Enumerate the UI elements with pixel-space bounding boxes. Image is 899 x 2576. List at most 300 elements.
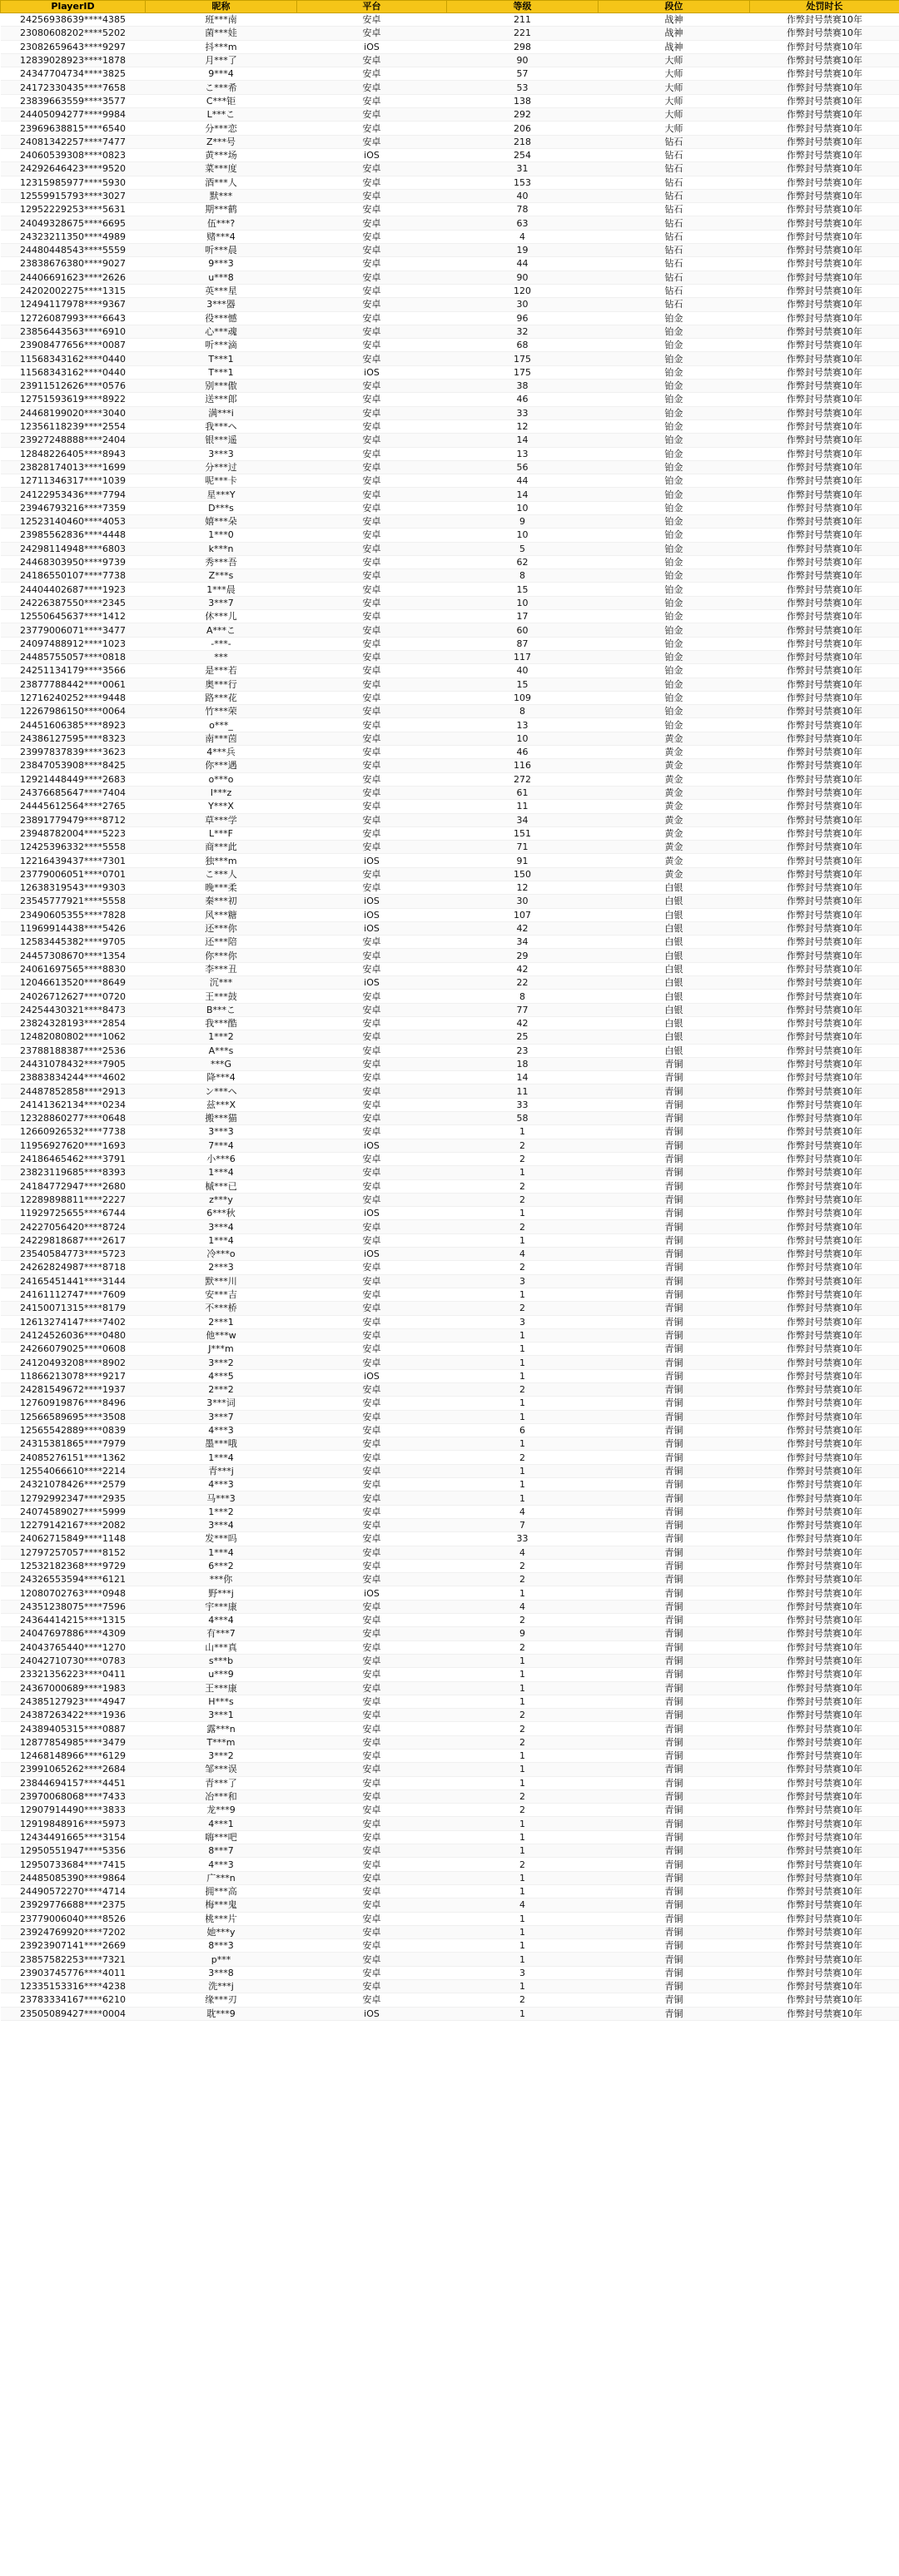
cell-level: 4 <box>447 1898 599 1912</box>
cell-platform: 安卓 <box>297 108 447 122</box>
cell-rank: 青铜 <box>599 1980 750 1993</box>
cell-player-id: 12797257057****8152 <box>1 1546 146 1559</box>
cell-nickname: 1***4 <box>146 1166 297 1179</box>
cell-penalty: 作弊封号禁赛10年 <box>750 542 899 555</box>
cell-nickname: 7***4 <box>146 1139 297 1152</box>
cell-penalty: 作弊封号禁赛10年 <box>750 365 899 379</box>
cell-level: 2 <box>447 1261 599 1274</box>
cell-player-id: 24266079025****0608 <box>1 1343 146 1356</box>
cell-nickname: 赌***4 <box>146 230 297 243</box>
cell-nickname: 酒***人 <box>146 176 297 189</box>
cell-rank: 黄金 <box>599 826 750 840</box>
cell-nickname: 墨***哦 <box>146 1437 297 1451</box>
cell-platform: 安卓 <box>297 705 447 718</box>
table-row <box>1 460 899 474</box>
cell-player-id: 24049328675****6695 <box>1 216 146 230</box>
cell-player-id: 23779006051****0701 <box>1 867 146 881</box>
cell-level: 46 <box>447 746 599 759</box>
cell-player-id: 23924769920****7202 <box>1 1925 146 1938</box>
cell-level: 117 <box>447 650 599 663</box>
cell-nickname: 冶***和 <box>146 1789 297 1803</box>
cell-rank: 青铜 <box>599 1518 750 1531</box>
cell-penalty: 作弊封号禁赛10年 <box>750 705 899 718</box>
cell-platform: 安卓 <box>297 1016 447 1030</box>
cell-player-id: 12550645637****1412 <box>1 610 146 623</box>
cell-rank: 青铜 <box>599 1505 750 1518</box>
cell-platform: 安卓 <box>297 1912 447 1925</box>
cell-penalty: 作弊封号禁赛10年 <box>750 1709 899 1722</box>
cell-penalty: 作弊封号禁赛10年 <box>750 1193 899 1206</box>
cell-rank: 青铜 <box>599 1207 750 1220</box>
cell-player-id: 23911512626****0576 <box>1 380 146 393</box>
cell-level: 2 <box>447 1451 599 1464</box>
cell-player-id: 23891779479****8712 <box>1 813 146 826</box>
cell-rank: 青铜 <box>599 1627 750 1640</box>
cell-nickname: 耽***9 <box>146 2007 297 2020</box>
table-row <box>1 1884 899 1898</box>
cell-penalty: 作弊封号禁赛10年 <box>750 1939 899 1953</box>
cell-platform: 安卓 <box>297 1681 447 1695</box>
cell-level: 1 <box>447 1844 599 1858</box>
cell-level: 2 <box>447 1735 599 1749</box>
cell-penalty: 作弊封号禁赛10年 <box>750 867 899 881</box>
cell-level: 153 <box>447 176 599 189</box>
cell-penalty: 作弊封号禁赛10年 <box>750 216 899 230</box>
cell-penalty: 作弊封号禁赛10年 <box>750 514 899 528</box>
cell-platform: 安卓 <box>297 1709 447 1722</box>
cell-level: 2 <box>447 1789 599 1803</box>
cell-platform: 安卓 <box>297 1789 447 1803</box>
cell-nickname: 广***n <box>146 1871 297 1884</box>
table-row <box>1 27 899 40</box>
cell-penalty: 作弊封号禁赛10年 <box>750 1139 899 1152</box>
cell-penalty: 作弊封号禁赛10年 <box>750 1532 899 1546</box>
cell-penalty: 作弊封号禁赛10年 <box>750 732 899 745</box>
cell-nickname: 梅***鬼 <box>146 1898 297 1912</box>
cell-rank: 青铜 <box>599 1844 750 1858</box>
cell-level: 17 <box>447 610 599 623</box>
cell-nickname: 月***了 <box>146 53 297 67</box>
cell-rank: 白银 <box>599 976 750 990</box>
cell-nickname: 路***花 <box>146 691 297 704</box>
cell-player-id: 12839028923****1878 <box>1 53 146 67</box>
cell-penalty: 作弊封号禁赛10年 <box>750 1750 899 1763</box>
cell-player-id: 24376685647****7404 <box>1 786 146 799</box>
cell-nickname: 发***吗 <box>146 1532 297 1546</box>
table-row <box>1 393 899 406</box>
table-row <box>1 488 899 501</box>
cell-player-id: 24227056420****8724 <box>1 1220 146 1233</box>
cell-penalty: 作弊封号禁赛10年 <box>750 813 899 826</box>
cell-level: 90 <box>447 271 599 284</box>
cell-rank: 青铜 <box>599 1288 750 1301</box>
table-row <box>1 203 899 216</box>
cell-rank: 大师 <box>599 81 750 94</box>
cell-platform: iOS <box>297 2007 447 2020</box>
cell-platform: 安卓 <box>297 583 447 596</box>
table-row <box>1 380 899 393</box>
cell-nickname: 4***4 <box>146 1614 297 1627</box>
cell-platform: 安卓 <box>297 1627 447 1640</box>
header-platform: 平台 <box>297 1 447 13</box>
cell-penalty: 作弊封号禁赛10年 <box>750 529 899 542</box>
cell-platform: 安卓 <box>297 759 447 772</box>
cell-level: 206 <box>447 122 599 135</box>
cell-level: 12 <box>447 419 599 433</box>
cell-platform: 安卓 <box>297 691 447 704</box>
cell-rank: 青铜 <box>599 1912 750 1925</box>
cell-nickname: 冷***o <box>146 1248 297 1261</box>
cell-platform: 安卓 <box>297 529 447 542</box>
cell-rank: 黄金 <box>599 759 750 772</box>
cell-platform: 安卓 <box>297 311 447 325</box>
table-row <box>1 1437 899 1451</box>
cell-penalty: 作弊封号禁赛10年 <box>750 1152 899 1165</box>
cell-player-id: 12716240252****9448 <box>1 691 146 704</box>
cell-platform: 安卓 <box>297 1356 447 1369</box>
cell-player-id: 23857582253****7321 <box>1 1953 146 1966</box>
cell-player-id: 12919848916****5973 <box>1 1817 146 1830</box>
cell-platform: iOS <box>297 1207 447 1220</box>
cell-penalty: 作弊封号禁赛10年 <box>750 501 899 514</box>
header-rank: 段位 <box>599 1 750 13</box>
cell-nickname: A***こ <box>146 623 297 637</box>
table-row <box>1 447 899 460</box>
cell-nickname: Y***X <box>146 800 297 813</box>
cell-nickname: 9***4 <box>146 67 297 81</box>
cell-platform: 安卓 <box>297 176 447 189</box>
table-row <box>1 108 899 122</box>
table-row <box>1 786 899 799</box>
cell-platform: 安卓 <box>297 555 447 568</box>
cell-nickname: o***_ <box>146 718 297 732</box>
cell-platform: iOS <box>297 854 447 867</box>
cell-rank: 铂金 <box>599 406 750 419</box>
cell-nickname: こ***希 <box>146 81 297 94</box>
table-row <box>1 1844 899 1858</box>
cell-player-id: 24321078426****2579 <box>1 1478 146 1491</box>
cell-penalty: 作弊封号禁赛10年 <box>750 1817 899 1830</box>
table-row <box>1 1953 899 1966</box>
table-row <box>1 1315 899 1328</box>
cell-player-id: 24172330435****7658 <box>1 81 146 94</box>
cell-player-id: 24074589027****5999 <box>1 1505 146 1518</box>
cell-rank: 青铜 <box>599 1166 750 1179</box>
cell-level: 1 <box>447 1356 599 1369</box>
cell-level: 254 <box>447 148 599 161</box>
table-row <box>1 1830 899 1844</box>
table-row <box>1 176 899 189</box>
cell-player-id: 23991065262****2684 <box>1 1763 146 1776</box>
cell-nickname: 役***憾 <box>146 311 297 325</box>
table-row <box>1 596 899 609</box>
cell-nickname: 不***桥 <box>146 1302 297 1315</box>
table-row <box>1 1614 899 1627</box>
cell-player-id: 23080608202****5202 <box>1 27 146 40</box>
cell-nickname: 伍***? <box>146 216 297 230</box>
cell-penalty: 作弊封号禁赛10年 <box>750 352 899 365</box>
cell-rank: 青铜 <box>599 1763 750 1776</box>
cell-nickname: 1***4 <box>146 1546 297 1559</box>
cell-level: 33 <box>447 1532 599 1546</box>
table-row <box>1 1410 899 1423</box>
cell-level: 91 <box>447 854 599 867</box>
cell-penalty: 作弊封号禁赛10年 <box>750 1491 899 1505</box>
cell-level: 77 <box>447 1003 599 1016</box>
cell-level: 2 <box>447 1139 599 1152</box>
cell-nickname: 听***滴 <box>146 339 297 352</box>
cell-level: 1 <box>447 1817 599 1830</box>
cell-platform: 安卓 <box>297 1112 447 1125</box>
cell-penalty: 作弊封号禁赛10年 <box>750 1356 899 1369</box>
cell-rank: 铂金 <box>599 555 750 568</box>
cell-nickname: ***你 <box>146 1573 297 1586</box>
cell-level: 2 <box>447 1559 599 1572</box>
cell-rank: 青铜 <box>599 1789 750 1803</box>
header-player-id: PlayerID <box>1 1 146 13</box>
cell-penalty: 作弊封号禁赛10年 <box>750 298 899 311</box>
cell-rank: 钻石 <box>599 135 750 148</box>
cell-platform: iOS <box>297 40 447 53</box>
cell-nickname: こ***人 <box>146 867 297 881</box>
cell-penalty: 作弊封号禁赛10年 <box>750 393 899 406</box>
table-row <box>1 1343 899 1356</box>
cell-penalty: 作弊封号禁赛10年 <box>750 1233 899 1247</box>
cell-nickname: 邹***误 <box>146 1763 297 1776</box>
table-row <box>1 1451 899 1464</box>
table-row <box>1 664 899 678</box>
cell-penalty: 作弊封号禁赛10年 <box>750 786 899 799</box>
table-row <box>1 1356 899 1369</box>
cell-platform: 安卓 <box>297 936 447 949</box>
cell-level: 218 <box>447 135 599 148</box>
cell-player-id: 24468303950****9739 <box>1 555 146 568</box>
cell-platform: 安卓 <box>297 732 447 745</box>
cell-level: 6 <box>447 1423 599 1437</box>
cell-platform: 安卓 <box>297 447 447 460</box>
cell-player-id: 24389405315****0887 <box>1 1722 146 1735</box>
cell-platform: 安卓 <box>297 1315 447 1328</box>
cell-nickname: 8***3 <box>146 1939 297 1953</box>
cell-penalty: 作弊封号禁赛10年 <box>750 1654 899 1667</box>
cell-player-id: 23779006071****3477 <box>1 623 146 637</box>
cell-platform: 安卓 <box>297 1179 447 1193</box>
cell-player-id: 12565542889****0839 <box>1 1423 146 1437</box>
cell-level: 10 <box>447 596 599 609</box>
cell-player-id: 12950733684****7415 <box>1 1858 146 1871</box>
header-level: 等级 <box>447 1 599 13</box>
cell-player-id: 12760919876****8496 <box>1 1397 146 1410</box>
cell-nickname: 3***8 <box>146 1966 297 1979</box>
cell-level: 3 <box>447 1966 599 1979</box>
cell-nickname: Z***s <box>146 569 297 583</box>
cell-platform: 安卓 <box>297 1397 447 1410</box>
cell-player-id: 23969638815****6540 <box>1 122 146 135</box>
table-row <box>1 1993 899 2007</box>
cell-rank: 青铜 <box>599 1939 750 1953</box>
cell-platform: iOS <box>297 976 447 990</box>
cell-player-id: 23877788442****0061 <box>1 678 146 691</box>
cell-player-id: 24124526036****0480 <box>1 1328 146 1342</box>
cell-penalty: 作弊封号禁赛10年 <box>750 53 899 67</box>
header-nickname: 昵称 <box>146 1 297 13</box>
table-row <box>1 1898 899 1912</box>
cell-penalty: 作弊封号禁赛10年 <box>750 1248 899 1261</box>
cell-player-id: 24026712627****0720 <box>1 990 146 1003</box>
cell-penalty: 作弊封号禁赛10年 <box>750 27 899 40</box>
cell-rank: 青铜 <box>599 1817 750 1830</box>
cell-platform: 安卓 <box>297 298 447 311</box>
table-row <box>1 474 899 488</box>
cell-rank: 铂金 <box>599 542 750 555</box>
cell-player-id: 12468148966****6129 <box>1 1750 146 1763</box>
cell-platform: 安卓 <box>297 325 447 338</box>
cell-platform: 安卓 <box>297 1939 447 1953</box>
cell-nickname: 商***此 <box>146 841 297 854</box>
table-row <box>1 800 899 813</box>
table-row <box>1 732 899 745</box>
cell-nickname: 4***5 <box>146 1369 297 1382</box>
cell-player-id: 24120493208****8902 <box>1 1356 146 1369</box>
cell-nickname: 3***7 <box>146 1410 297 1423</box>
cell-nickname: 桃***片 <box>146 1912 297 1925</box>
cell-penalty: 作弊封号禁赛10年 <box>750 759 899 772</box>
cell-platform: 安卓 <box>297 610 447 623</box>
cell-nickname: 我***酷 <box>146 1016 297 1030</box>
cell-level: 1 <box>447 1776 599 1789</box>
cell-penalty: 作弊封号禁赛10年 <box>750 1016 899 1030</box>
table-row <box>1 854 899 867</box>
cell-player-id: 12613274147****7402 <box>1 1315 146 1328</box>
table-row <box>1 1328 899 1342</box>
cell-rank: 青铜 <box>599 1586 750 1600</box>
cell-nickname: 青***j <box>146 1464 297 1477</box>
cell-rank: 铂金 <box>599 460 750 474</box>
cell-level: 1 <box>447 1397 599 1410</box>
cell-nickname: 奥***行 <box>146 678 297 691</box>
cell-rank: 青铜 <box>599 1437 750 1451</box>
cell-level: 42 <box>447 962 599 975</box>
cell-nickname: 晚***柔 <box>146 881 297 895</box>
cell-rank: 铂金 <box>599 678 750 691</box>
cell-player-id: 23838676380****9027 <box>1 257 146 271</box>
cell-player-id: 24165451441****3144 <box>1 1274 146 1288</box>
cell-nickname: 班***南 <box>146 13 297 27</box>
cell-penalty: 作弊封号禁赛10年 <box>750 1071 899 1085</box>
table-row <box>1 1871 899 1884</box>
cell-level: 1 <box>447 1328 599 1342</box>
cell-platform: 安卓 <box>297 800 447 813</box>
cell-player-id: 12356118239****2554 <box>1 419 146 433</box>
cell-nickname: k***n <box>146 542 297 555</box>
cell-platform: 安卓 <box>297 1750 447 1763</box>
cell-rank: 青铜 <box>599 1315 750 1328</box>
table-row <box>1 148 899 161</box>
cell-nickname: 3***3 <box>146 1125 297 1139</box>
cell-rank: 青铜 <box>599 1546 750 1559</box>
table-row <box>1 637 899 650</box>
cell-nickname: 沉*** <box>146 976 297 990</box>
cell-level: 1 <box>447 1830 599 1844</box>
cell-level: 1 <box>447 1681 599 1695</box>
cell-nickname: H***s <box>146 1695 297 1708</box>
cell-rank: 铂金 <box>599 393 750 406</box>
cell-level: 3 <box>447 1315 599 1328</box>
cell-penalty: 作弊封号禁赛10年 <box>750 1382 899 1396</box>
cell-player-id: 24042710730****0783 <box>1 1654 146 1667</box>
cell-nickname: 3***2 <box>146 1356 297 1369</box>
cell-platform: 安卓 <box>297 1302 447 1315</box>
cell-platform: 安卓 <box>297 1614 447 1627</box>
table-row <box>1 434 899 447</box>
cell-level: 30 <box>447 298 599 311</box>
cell-rank: 钻石 <box>599 298 750 311</box>
cell-penalty: 作弊封号禁赛10年 <box>750 419 899 433</box>
cell-rank: 青铜 <box>599 1085 750 1098</box>
cell-platform: 安卓 <box>297 257 447 271</box>
cell-platform: 安卓 <box>297 650 447 663</box>
cell-rank: 铂金 <box>599 583 750 596</box>
cell-rank: 黄金 <box>599 813 750 826</box>
cell-platform: 安卓 <box>297 1871 447 1884</box>
table-row <box>1 881 899 895</box>
cell-rank: 铂金 <box>599 623 750 637</box>
cell-nickname: 有***7 <box>146 1627 297 1640</box>
cell-penalty: 作弊封号禁赛10年 <box>750 1030 899 1044</box>
cell-penalty: 作弊封号禁赛10年 <box>750 271 899 284</box>
cell-player-id: 24404402687****1923 <box>1 583 146 596</box>
cell-nickname: I***z <box>146 786 297 799</box>
cell-level: 29 <box>447 949 599 962</box>
cell-player-id: 24122953436****7794 <box>1 488 146 501</box>
cell-level: 56 <box>447 460 599 474</box>
cell-rank: 青铜 <box>599 1830 750 1844</box>
cell-level: 2 <box>447 1614 599 1627</box>
table-row <box>1 1763 899 1776</box>
cell-platform: 安卓 <box>297 813 447 826</box>
table-row <box>1 1546 899 1559</box>
cell-penalty: 作弊封号禁赛10年 <box>750 230 899 243</box>
cell-player-id: 12080702763****0948 <box>1 1586 146 1600</box>
cell-penalty: 作弊封号禁赛10年 <box>750 650 899 663</box>
cell-nickname: 安***吉 <box>146 1288 297 1301</box>
cell-penalty: 作弊封号禁赛10年 <box>750 583 899 596</box>
cell-penalty: 作弊封号禁赛10年 <box>750 1559 899 1572</box>
cell-rank: 大师 <box>599 53 750 67</box>
cell-player-id: 23929776688****2375 <box>1 1898 146 1912</box>
cell-penalty: 作弊封号禁赛10年 <box>750 1980 899 1993</box>
cell-platform: 安卓 <box>297 826 447 840</box>
cell-platform: iOS <box>297 895 447 908</box>
cell-penalty: 作弊封号禁赛10年 <box>750 1681 899 1695</box>
cell-penalty: 作弊封号禁赛10年 <box>750 1898 899 1912</box>
table-row <box>1 1722 899 1735</box>
table-row <box>1 1369 899 1382</box>
cell-rank: 钻石 <box>599 148 750 161</box>
cell-player-id: 23903745776****4011 <box>1 1966 146 1979</box>
cell-platform: 安卓 <box>297 1993 447 2007</box>
cell-platform: 安卓 <box>297 284 447 297</box>
cell-rank: 青铜 <box>599 1709 750 1722</box>
cell-rank: 黄金 <box>599 786 750 799</box>
table-row <box>1 1804 899 1817</box>
cell-player-id: 11568343162****0440 <box>1 352 146 365</box>
cell-player-id: 12566589695****3508 <box>1 1410 146 1423</box>
cell-platform: iOS <box>297 908 447 921</box>
cell-penalty: 作弊封号禁赛10年 <box>750 1125 899 1139</box>
cell-platform: 安卓 <box>297 162 447 176</box>
table-row <box>1 257 899 271</box>
